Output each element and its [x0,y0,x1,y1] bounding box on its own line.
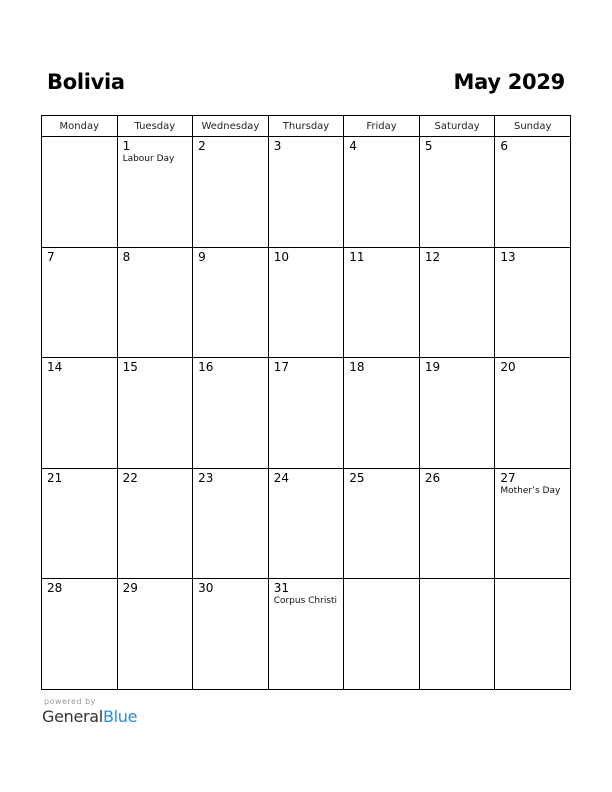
day-number: 9 [198,249,206,264]
logo-text-blue: Blue [102,707,138,726]
day-number: 13 [500,249,516,264]
powered-by-text: powered by [44,697,96,706]
day-number [495,579,570,581]
day-cell [117,468,193,579]
day-cell [42,137,118,248]
day-cell [419,247,495,358]
weekday-header-row [42,116,571,137]
day-number: 6 [500,139,509,153]
weekday-header: Sunday [495,116,571,137]
day-cell [268,247,344,358]
day-cell [193,468,269,579]
day-cell [268,137,344,248]
day-cell [193,579,269,690]
day-number: 15 [122,360,138,374]
day-number: 17 [273,360,289,374]
day-cell [193,247,269,358]
day-number [420,579,495,581]
week-row [42,468,571,579]
day-number: 31 [273,581,289,595]
day-number: 16 [198,360,214,374]
day-cell [42,247,118,358]
week-row [42,137,571,248]
day-number: 8 [122,249,131,264]
weekday-header: Saturday [419,116,495,137]
day-cell [419,137,495,248]
holiday-label: Mother’s Day [500,485,561,496]
day-cell [495,358,571,469]
day-cell [193,358,269,469]
week-row [42,247,571,358]
day-number: 3 [273,139,282,153]
day-cell [344,358,420,469]
generalblue-logo [42,707,137,726]
day-number: 26 [424,470,441,485]
day-cell [344,468,420,579]
footer-branding [42,697,137,726]
day-cell [193,137,269,248]
day-number: 4 [349,139,357,153]
holiday-label: Labour Day [122,154,175,164]
day-number: 23 [198,470,214,485]
weekday-header: Wednesday [193,116,269,137]
weekday-header: Tuesday [117,116,193,137]
day-cell [42,579,118,690]
day-number: 19 [424,360,441,374]
day-cell [495,137,571,248]
day-number: 7 [47,249,55,264]
day-number: 22 [122,470,138,485]
week-row [42,358,571,469]
day-cell [42,358,118,469]
day-number: 14 [47,360,63,374]
day-cell [419,579,495,690]
calendar-grid [41,115,571,690]
day-number: 1 [122,139,131,153]
day-cell [117,247,193,358]
day-number: 24 [273,470,289,485]
day-cell [495,247,571,358]
day-number: 18 [349,360,365,374]
day-number: 21 [47,470,63,485]
weekday-header: Monday [42,116,118,137]
day-number: 30 [198,581,214,595]
day-number: 29 [122,581,138,595]
country-title: Bolivia [47,70,125,94]
day-number: 5 [424,139,433,153]
day-cell [344,247,420,358]
day-number [344,579,419,581]
day-number: 10 [273,249,289,264]
day-cell [268,579,344,690]
day-cell [344,137,420,248]
day-cell [117,579,193,690]
weekday-header: Friday [344,116,420,137]
logo-text-general: General [42,707,103,726]
day-cell [268,468,344,579]
day-number: 20 [500,360,516,374]
month-year-title: May 2029 [453,70,565,94]
day-number: 11 [349,249,365,264]
day-cell [344,579,420,690]
day-number: 27 [500,470,516,485]
day-cell [495,579,571,690]
day-cell [419,468,495,579]
day-cell [117,358,193,469]
day-number: 25 [349,470,365,485]
day-number [42,137,117,139]
holiday-label: Corpus Christi [273,596,338,606]
week-row [42,579,571,690]
day-cell [419,358,495,469]
day-cell [42,468,118,579]
day-cell [268,358,344,469]
day-number: 12 [424,249,441,264]
weekday-header: Thursday [268,116,344,137]
day-number: 28 [47,581,63,595]
day-cell [495,468,571,579]
day-number: 2 [198,139,206,153]
day-cell [117,137,193,248]
